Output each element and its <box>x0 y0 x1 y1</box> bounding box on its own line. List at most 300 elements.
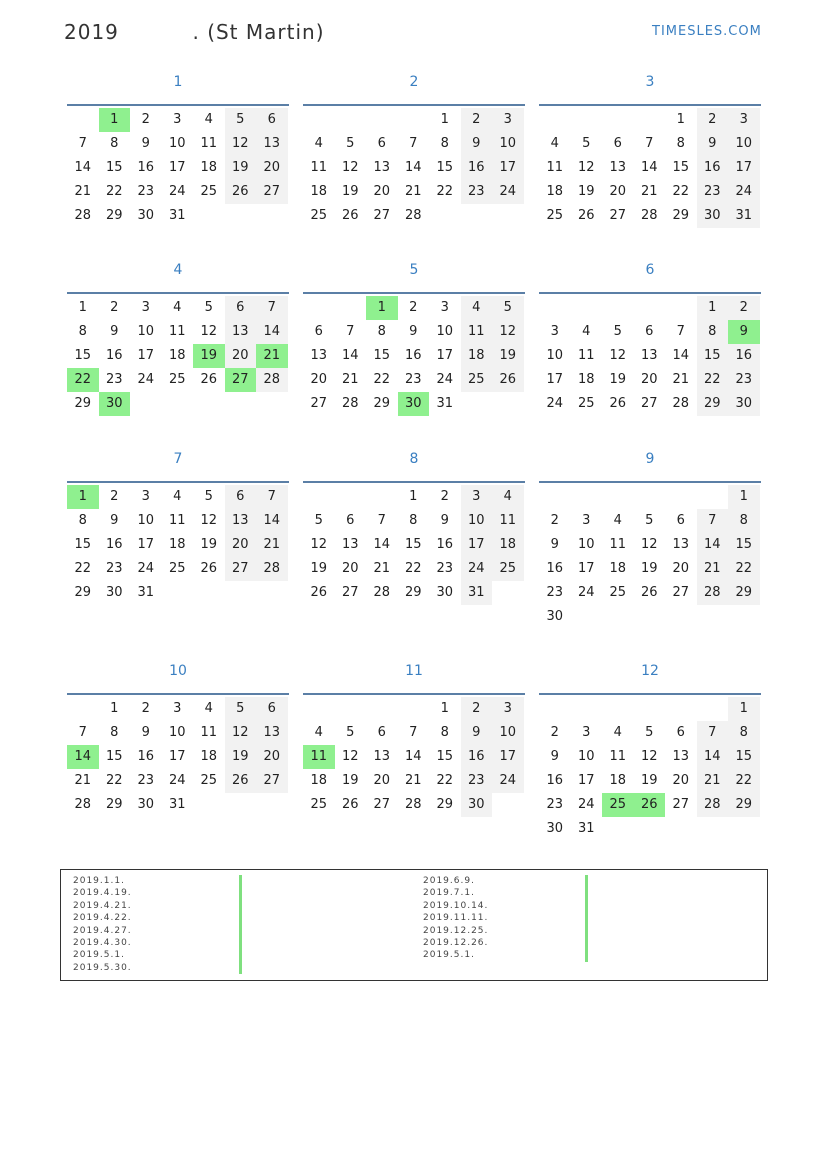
day-cell: 20 <box>256 745 288 769</box>
legend-date: 2019.4.19. <box>73 888 132 899</box>
day-cell: 3 <box>582 725 591 740</box>
day-cell: 13 <box>672 537 690 552</box>
day-cell: 8 <box>78 324 87 339</box>
empty-day-cell <box>335 108 367 132</box>
day-cell: 16 <box>404 348 422 363</box>
day-cell: 29 <box>373 396 391 411</box>
day-cell: 10 <box>436 324 454 339</box>
day-cell: 30 <box>105 585 123 600</box>
day-cell: 16 <box>461 156 493 180</box>
day-cell: 15 <box>436 749 454 764</box>
day-cell: 18 <box>609 561 627 576</box>
day-cell: 21 <box>640 184 658 199</box>
month-days-grid <box>303 697 525 817</box>
day-cell: 10 <box>168 725 186 740</box>
month-block <box>539 258 761 416</box>
month-block <box>539 447 761 629</box>
day-cell: 10 <box>492 132 524 156</box>
day-cell: 24 <box>137 372 155 387</box>
empty-day-cell <box>67 108 99 132</box>
legend-divider-right <box>585 875 588 962</box>
day-cell: 26 <box>640 585 658 600</box>
month-days-grid <box>539 108 761 228</box>
day-cell: 13 <box>225 320 257 344</box>
month-label: 9 <box>645 451 655 467</box>
day-cell: 20 <box>672 561 690 576</box>
month-days-grid <box>67 485 289 605</box>
day-cell: 28 <box>373 585 391 600</box>
day-cell: 17 <box>546 372 564 387</box>
day-cell: 18 <box>200 749 218 764</box>
day-cell: 7 <box>697 509 729 533</box>
day-cell: 7 <box>377 513 386 528</box>
day-cell: 27 <box>341 585 359 600</box>
day-cell: 22 <box>436 184 454 199</box>
day-cell: 2 <box>728 296 760 320</box>
legend-date: 2019.10.14. <box>423 900 489 911</box>
day-cell: 23 <box>546 585 564 600</box>
day-cell: 16 <box>137 160 155 175</box>
day-cell: 14 <box>341 348 359 363</box>
day-cell: 15 <box>728 745 760 769</box>
day-cell: 24 <box>728 180 760 204</box>
day-cell: 25 <box>168 561 186 576</box>
day-cell: 10 <box>168 136 186 151</box>
day-cell: 3 <box>550 324 559 339</box>
day-cell: 5 <box>346 136 355 151</box>
day-cell: 15 <box>672 160 690 175</box>
day-cell: 13 <box>341 537 359 552</box>
day-cell: 12 <box>225 132 257 156</box>
empty-day-cell <box>697 485 729 509</box>
day-cell: 19 <box>310 561 328 576</box>
month-days-grid <box>539 296 761 416</box>
day-cell: 2 <box>461 108 493 132</box>
day-cell: 17 <box>436 348 454 363</box>
day-cell: 16 <box>436 537 454 552</box>
day-cell: 19 <box>609 372 627 387</box>
day-cell: 20 <box>310 372 328 387</box>
day-cell: 4 <box>492 485 524 509</box>
day-cell: 15 <box>436 160 454 175</box>
empty-day-cell <box>366 697 398 721</box>
day-cell: 25 <box>609 585 627 600</box>
day-cell: 9 <box>141 136 150 151</box>
day-cell: 17 <box>461 533 493 557</box>
day-cell: 30 <box>697 204 729 228</box>
day-cell: 2 <box>550 725 559 740</box>
day-cell: 15 <box>74 348 92 363</box>
holiday-day-cell: 21 <box>256 344 288 368</box>
day-cell: 4 <box>613 725 622 740</box>
day-cell: 17 <box>577 561 595 576</box>
day-cell: 23 <box>404 372 422 387</box>
day-cell: 27 <box>225 557 257 581</box>
day-cell: 9 <box>697 132 729 156</box>
day-cell: 29 <box>697 392 729 416</box>
day-cell: 2 <box>697 108 729 132</box>
day-cell: 8 <box>110 725 119 740</box>
day-cell: 10 <box>577 749 595 764</box>
day-cell: 12 <box>310 537 328 552</box>
empty-day-cell <box>634 485 666 509</box>
day-cell: 12 <box>609 348 627 363</box>
day-cell: 20 <box>341 561 359 576</box>
day-cell: 2 <box>141 112 150 127</box>
day-cell: 18 <box>310 773 328 788</box>
day-cell: 15 <box>373 348 391 363</box>
day-cell: 22 <box>697 368 729 392</box>
empty-day-cell <box>634 296 666 320</box>
day-cell: 5 <box>645 513 654 528</box>
day-cell: 5 <box>225 697 257 721</box>
day-cell: 13 <box>310 348 328 363</box>
day-cell: 3 <box>141 489 150 504</box>
day-cell: 25 <box>546 208 564 223</box>
day-cell: 29 <box>728 581 760 605</box>
day-cell: 15 <box>697 344 729 368</box>
day-cell: 17 <box>168 160 186 175</box>
legend-date: 2019.4.30. <box>73 937 132 948</box>
day-cell: 19 <box>341 773 359 788</box>
day-cell: 13 <box>609 160 627 175</box>
day-cell: 2 <box>110 489 119 504</box>
day-cell: 28 <box>341 396 359 411</box>
day-cell: 19 <box>200 537 218 552</box>
day-cell: 7 <box>409 136 418 151</box>
day-cell: 31 <box>137 585 155 600</box>
day-cell: 27 <box>640 396 658 411</box>
day-cell: 16 <box>137 749 155 764</box>
day-cell: 10 <box>137 513 155 528</box>
day-cell: 3 <box>728 108 760 132</box>
empty-day-cell <box>697 697 729 721</box>
day-cell: 28 <box>697 581 729 605</box>
legend-date: 2019.4.27. <box>73 925 132 936</box>
month-block <box>67 659 289 817</box>
day-cell: 25 <box>168 372 186 387</box>
day-cell: 18 <box>461 344 493 368</box>
day-cell: 19 <box>492 344 524 368</box>
day-cell: 1 <box>440 701 449 716</box>
day-cell: 4 <box>204 701 213 716</box>
day-cell: 28 <box>256 368 288 392</box>
day-cell: 9 <box>440 513 449 528</box>
day-cell: 21 <box>256 533 288 557</box>
day-cell: 29 <box>404 585 422 600</box>
day-cell: 22 <box>404 561 422 576</box>
month-label: 10 <box>169 663 187 679</box>
day-cell: 15 <box>74 537 92 552</box>
month-days-grid <box>303 296 525 416</box>
day-cell: 23 <box>546 797 564 812</box>
day-cell: 20 <box>672 773 690 788</box>
day-cell: 8 <box>78 513 87 528</box>
day-cell: 6 <box>676 725 685 740</box>
day-cell: 12 <box>200 324 218 339</box>
empty-day-cell <box>539 697 571 721</box>
month-block <box>539 659 761 841</box>
day-cell: 9 <box>550 537 559 552</box>
day-cell: 7 <box>78 725 87 740</box>
day-cell: 27 <box>256 769 288 793</box>
legend-date: 2019.7.1. <box>423 888 475 899</box>
day-cell: 26 <box>200 561 218 576</box>
day-cell: 8 <box>728 721 760 745</box>
day-cell: 28 <box>640 208 658 223</box>
day-cell: 15 <box>728 533 760 557</box>
empty-day-cell <box>539 296 571 320</box>
day-cell: 26 <box>225 180 257 204</box>
day-cell: 14 <box>640 160 658 175</box>
day-cell: 18 <box>200 160 218 175</box>
day-cell: 22 <box>105 773 123 788</box>
day-cell: 7 <box>697 721 729 745</box>
day-cell: 16 <box>728 344 760 368</box>
day-cell: 9 <box>461 132 493 156</box>
day-cell: 5 <box>645 725 654 740</box>
day-cell: 28 <box>697 793 729 817</box>
day-cell: 13 <box>640 348 658 363</box>
site-brand-link[interactable]: TIMESLES.COM <box>652 24 762 39</box>
empty-day-cell <box>67 697 99 721</box>
day-cell: 25 <box>200 184 218 199</box>
day-cell: 1 <box>728 485 760 509</box>
day-cell: 22 <box>672 184 690 199</box>
month-block <box>303 70 525 228</box>
day-cell: 4 <box>613 513 622 528</box>
day-cell: 6 <box>314 324 323 339</box>
day-cell: 7 <box>645 136 654 151</box>
day-cell: 26 <box>341 208 359 223</box>
day-cell: 17 <box>492 745 524 769</box>
day-cell: 21 <box>404 184 422 199</box>
day-cell: 29 <box>672 208 690 223</box>
day-cell: 27 <box>672 797 690 812</box>
day-cell: 17 <box>137 348 155 363</box>
day-cell: 4 <box>550 136 559 151</box>
day-cell: 19 <box>577 184 595 199</box>
day-cell: 12 <box>200 513 218 528</box>
day-cell: 31 <box>577 821 595 836</box>
day-cell: 18 <box>492 533 524 557</box>
day-cell: 18 <box>577 372 595 387</box>
day-cell: 7 <box>256 485 288 509</box>
day-cell: 8 <box>440 725 449 740</box>
day-cell: 5 <box>492 296 524 320</box>
day-cell: 14 <box>697 533 729 557</box>
month-block <box>303 659 525 817</box>
day-cell: 3 <box>173 701 182 716</box>
empty-day-cell <box>366 485 398 509</box>
day-cell: 24 <box>436 372 454 387</box>
day-cell: 20 <box>609 184 627 199</box>
day-cell: 9 <box>141 725 150 740</box>
day-cell: 5 <box>204 489 213 504</box>
day-cell: 20 <box>256 156 288 180</box>
day-cell: 21 <box>697 557 729 581</box>
day-cell: 28 <box>672 396 690 411</box>
day-cell: 30 <box>137 208 155 223</box>
day-cell: 6 <box>225 296 257 320</box>
day-cell: 25 <box>310 797 328 812</box>
day-cell: 17 <box>728 156 760 180</box>
day-cell: 11 <box>492 509 524 533</box>
day-cell: 14 <box>404 749 422 764</box>
day-cell: 25 <box>577 396 595 411</box>
day-cell: 25 <box>461 368 493 392</box>
day-cell: 10 <box>492 721 524 745</box>
day-cell: 4 <box>173 300 182 315</box>
day-cell: 8 <box>728 509 760 533</box>
day-cell: 16 <box>105 537 123 552</box>
day-cell: 8 <box>440 136 449 151</box>
holiday-day-cell: 1 <box>99 108 131 132</box>
empty-day-cell <box>335 296 367 320</box>
month-block <box>303 258 525 416</box>
day-cell: 11 <box>609 537 627 552</box>
day-cell: 19 <box>341 184 359 199</box>
month-block <box>67 70 289 228</box>
day-cell: 14 <box>672 348 690 363</box>
month-days-grid <box>303 108 525 228</box>
day-cell: 9 <box>110 513 119 528</box>
day-cell: 12 <box>640 749 658 764</box>
legend-date: 2019.6.9. <box>423 876 475 886</box>
month-days-grid <box>539 697 761 841</box>
day-cell: 1 <box>110 701 119 716</box>
day-cell: 11 <box>200 136 218 151</box>
holiday-legend <box>60 869 768 981</box>
day-cell: 22 <box>74 561 92 576</box>
day-cell: 14 <box>697 745 729 769</box>
day-cell: 16 <box>461 745 493 769</box>
day-cell: 18 <box>168 537 186 552</box>
empty-day-cell <box>366 108 398 132</box>
day-cell: 6 <box>645 324 654 339</box>
day-cell: 8 <box>676 136 685 151</box>
day-cell: 3 <box>582 513 591 528</box>
day-cell: 13 <box>373 160 391 175</box>
month-days-grid <box>67 108 289 228</box>
day-cell: 30 <box>728 392 760 416</box>
legend-date: 2019.11.11. <box>423 913 489 924</box>
day-cell: 9 <box>110 324 119 339</box>
day-cell: 19 <box>225 156 257 180</box>
holiday-day-cell: 19 <box>193 344 225 368</box>
month-days-grid <box>67 296 289 416</box>
day-cell: 12 <box>341 749 359 764</box>
day-cell: 10 <box>546 348 564 363</box>
day-cell: 2 <box>550 513 559 528</box>
page-title: 2019 . (St Martin) <box>64 20 325 44</box>
day-cell: 10 <box>577 537 595 552</box>
day-cell: 7 <box>346 324 355 339</box>
day-cell: 29 <box>436 797 454 812</box>
day-cell: 27 <box>373 208 391 223</box>
day-cell: 12 <box>492 320 524 344</box>
day-cell: 6 <box>676 513 685 528</box>
day-cell: 26 <box>492 368 524 392</box>
empty-day-cell <box>602 485 634 509</box>
day-cell: 18 <box>546 184 564 199</box>
day-cell: 2 <box>409 300 418 315</box>
day-cell: 29 <box>728 793 760 817</box>
day-cell: 23 <box>137 773 155 788</box>
day-cell: 28 <box>256 557 288 581</box>
month-label: 8 <box>409 451 419 467</box>
day-cell: 23 <box>137 184 155 199</box>
day-cell: 3 <box>173 112 182 127</box>
day-cell: 24 <box>546 396 564 411</box>
day-cell: 24 <box>168 773 186 788</box>
day-cell: 28 <box>404 797 422 812</box>
holiday-day-cell: 14 <box>67 745 99 769</box>
day-cell: 21 <box>74 184 92 199</box>
day-cell: 1 <box>440 112 449 127</box>
day-cell: 14 <box>256 320 288 344</box>
day-cell: 22 <box>436 773 454 788</box>
legend-column-right <box>423 875 488 962</box>
day-cell: 26 <box>609 396 627 411</box>
day-cell: 11 <box>546 160 564 175</box>
day-cell: 26 <box>577 208 595 223</box>
day-cell: 12 <box>341 160 359 175</box>
day-cell: 9 <box>409 324 418 339</box>
day-cell: 1 <box>409 489 418 504</box>
empty-day-cell <box>602 697 634 721</box>
day-cell: 10 <box>461 509 493 533</box>
day-cell: 22 <box>728 769 760 793</box>
day-cell: 11 <box>310 160 328 175</box>
day-cell: 5 <box>225 108 257 132</box>
day-cell: 13 <box>373 749 391 764</box>
day-cell: 27 <box>310 396 328 411</box>
day-cell: 12 <box>640 537 658 552</box>
day-cell: 17 <box>577 773 595 788</box>
day-cell: 20 <box>373 773 391 788</box>
day-cell: 7 <box>409 725 418 740</box>
day-cell: 21 <box>373 561 391 576</box>
legend-date: 2019.12.26. <box>423 937 489 948</box>
empty-day-cell <box>571 485 603 509</box>
day-cell: 23 <box>728 368 760 392</box>
day-cell: 17 <box>168 749 186 764</box>
day-cell: 26 <box>310 585 328 600</box>
day-cell: 10 <box>137 324 155 339</box>
month-label: 12 <box>641 663 659 679</box>
day-cell: 11 <box>461 320 493 344</box>
empty-day-cell <box>303 108 335 132</box>
holiday-day-cell: 25 <box>602 793 634 817</box>
day-cell: 12 <box>577 160 595 175</box>
empty-day-cell <box>398 108 430 132</box>
month-label: 11 <box>405 663 423 679</box>
day-cell: 18 <box>310 184 328 199</box>
day-cell: 16 <box>546 561 564 576</box>
day-cell: 11 <box>168 513 186 528</box>
day-cell: 14 <box>404 160 422 175</box>
day-cell: 22 <box>373 372 391 387</box>
empty-day-cell <box>398 697 430 721</box>
day-cell: 24 <box>461 557 493 581</box>
month-label: 3 <box>645 74 655 90</box>
day-cell: 7 <box>78 136 87 151</box>
day-cell: 16 <box>697 156 729 180</box>
empty-day-cell <box>303 296 335 320</box>
day-cell: 22 <box>105 184 123 199</box>
day-cell: 4 <box>173 489 182 504</box>
